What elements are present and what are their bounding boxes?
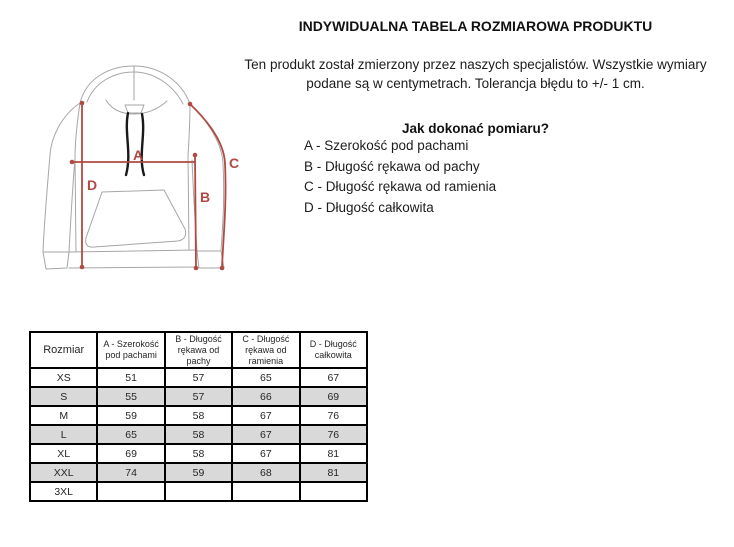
intro-line: podane są w centymetrach. Tolerancja błędu to +/- 1 cm. [306,76,645,91]
intro-text [243,55,708,93]
hoodie-measurement-diagram [20,55,245,295]
value-cell: 59 [165,463,232,482]
table-row-xs [30,368,367,387]
header-d: D - Długość całkowita [300,332,367,368]
size-cell: 3XL [30,482,97,501]
value-cell [300,482,367,501]
header-c: C - Długość rękawa od ramienia [232,332,299,368]
size-cell: S [30,387,97,406]
table-row-m [30,406,367,425]
measure-guide-heading: Jak dokonać pomiaru? [401,121,550,136]
size-cell: XS [30,368,97,387]
value-cell [165,482,232,501]
value-cell: 65 [232,368,299,387]
value-cell: 74 [97,463,164,482]
header-rozmiar: Rozmiar [30,332,97,368]
value-cell [232,482,299,501]
table-row-3xl [30,482,367,501]
value-cell: 69 [300,387,367,406]
value-cell: 58 [165,444,232,463]
value-cell: 67 [232,444,299,463]
size-table [29,331,368,502]
header-b: B - Długość rękawa od pachy [165,332,232,368]
guide-item-a: A - Szerokość pod pachami [304,138,469,153]
value-cell: 65 [97,425,164,444]
value-cell: 69 [97,444,164,463]
value-cell: 57 [165,368,232,387]
value-cell: 58 [165,406,232,425]
value-cell: 51 [97,368,164,387]
value-cell: 76 [300,406,367,425]
hoodie-outline [43,66,224,269]
table-row-xl [30,444,367,463]
value-cell: 81 [300,444,367,463]
page-title: INDYWIDUALNA TABELA ROZMIAROWA PRODUKTU [298,18,653,34]
label-a: A [132,147,144,163]
value-cell: 68 [232,463,299,482]
table-row-s [30,387,367,406]
size-cell: L [30,425,97,444]
size-cell: M [30,406,97,425]
label-c: C [229,155,240,171]
value-cell: 66 [232,387,299,406]
value-cell [97,482,164,501]
guide-item-d: D - Długość całkowita [304,199,434,215]
value-cell: 55 [97,387,164,406]
label-b: B [200,189,211,205]
value-cell: 58 [165,425,232,444]
size-cell: XXL [30,463,97,482]
intro-line: Ten produkt został zmierzony przez naszych specjalistów. Wszystkie wymiary [244,57,707,72]
value-cell: 59 [97,406,164,425]
value-cell: 57 [165,387,232,406]
value-cell: 81 [300,463,367,482]
label-d: D [87,177,98,193]
measure-guide-list [304,136,496,218]
table-row-l [30,425,367,444]
guide-item-c: C - Długość rękawa od ramienia [304,179,497,194]
size-table-header-row [30,332,367,368]
guide-item-b: B - Długość rękawa od pachy [304,158,480,174]
size-cell: XL [30,444,97,463]
value-cell: 67 [300,368,367,387]
value-cell: 67 [232,406,299,425]
value-cell: 67 [232,425,299,444]
table-row-xxl [30,463,367,482]
drawstrings [126,113,144,175]
measure-line-D [80,101,85,270]
value-cell: 76 [300,425,367,444]
header-a: A - Szerokość pod pachami [97,332,164,368]
